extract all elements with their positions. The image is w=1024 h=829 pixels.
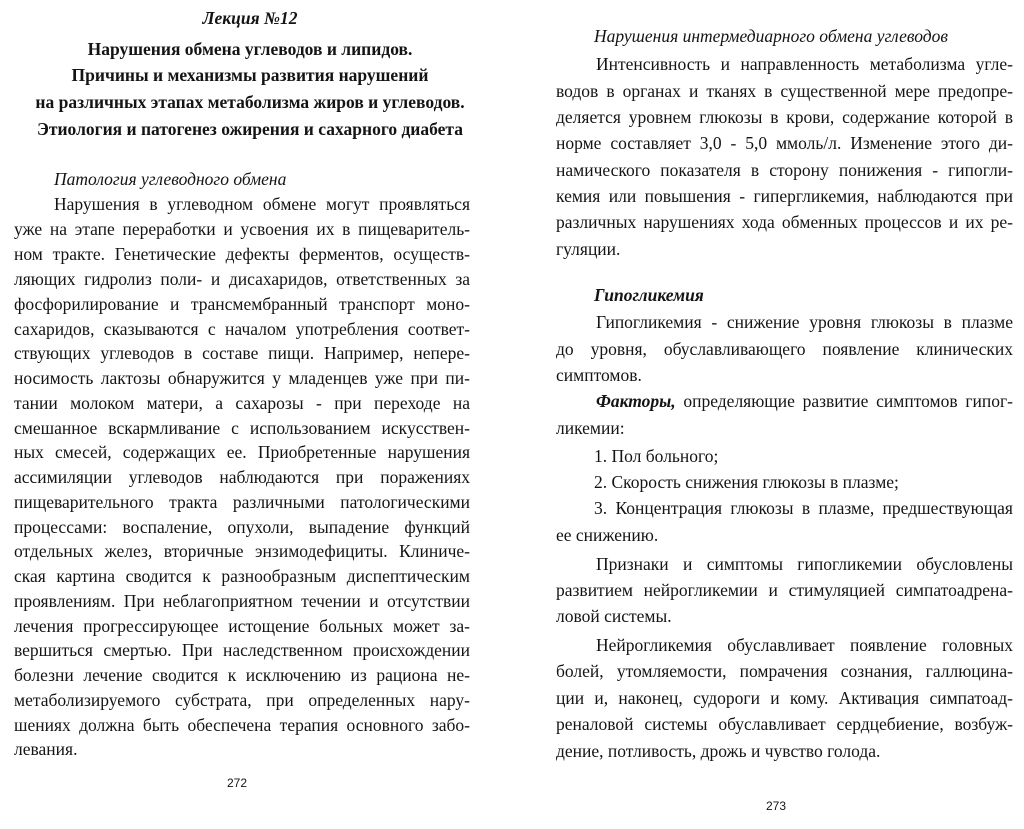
lecture-heading-line: на различных этапах метаболизма жиров и углеводов. — [35, 92, 465, 112]
section-title: Нарушения интермедиарного обмена углеводов — [594, 26, 948, 46]
body-line: до уровня, обуславливающего появление клинических — [556, 339, 1013, 359]
body-line: процессами: воспаление, опухоли, выпадение функций — [14, 517, 470, 537]
body-line: носимость лактозы обнаружится у младенцев уже при пи- — [14, 368, 470, 388]
body-line: смешанное вскармливание с использованием искусствен- — [14, 418, 470, 438]
factors-term: Факторы, — [596, 391, 676, 411]
body-line: Гипогликемия - снижение уровня глюкозы в плазме — [596, 312, 1013, 332]
right-page — [536, 0, 1024, 829]
body-line: отдельных желез, вторичные энзимодефициты. Клиниче- — [14, 541, 470, 561]
body-line: вершиться смертью. При наследственном происхождении — [14, 640, 470, 660]
body-line: Интенсивность и направленность метаболизма угле- — [596, 54, 1013, 74]
body-line: норме составляет 3,0 - 5,0 ммоль/л. Изменение этого ди- — [556, 133, 1013, 153]
body-line: ее снижению. — [556, 525, 659, 545]
body-line: ликемии: — [556, 418, 625, 438]
body-line: ловой системы. — [556, 606, 672, 626]
body-line: Нейрогликемия обуславливает появление головных — [596, 635, 1013, 655]
body-line: Нарушения в углеводном обмене могут проявляться — [54, 194, 470, 214]
body-line: болезни лечение сводится к исключению из рациона не- — [14, 665, 470, 685]
lecture-heading-line: Причины и механизмы развития нарушений — [71, 65, 429, 85]
factors-text: определяющие развитие симптомов гипог- — [675, 391, 1013, 411]
body-line: дение, потливость, дрожь и чувство голода. — [556, 741, 881, 761]
body-line: ствующих углеводов в составе пищи. Например, непере- — [14, 343, 470, 363]
body-line: ции и, наконец, судороги и кому. Активация симпатоад- — [556, 688, 1013, 708]
body-line: ных смесей, содержащих ее. Приобретенные нарушения — [14, 442, 470, 462]
body-line: болей, утомляемости, помрачения сознания, галлюцина- — [556, 661, 1013, 681]
body-line: шениях должна быть обеспечена терапия основного забо- — [14, 715, 470, 735]
body-line: Признаки и симптомы гипогликемии обусловлены — [596, 554, 1013, 574]
body-line: фосфорилирование и трансмембранный транспорт моно- — [14, 294, 470, 314]
body-line: метаболизируемого субстрата, при определенных нару- — [14, 690, 470, 710]
body-line: водов в органах и тканях в существенной мере предопре- — [556, 81, 1013, 101]
factors-line — [556, 390, 1013, 412]
body-line: различных нарушениях хода обменных процессов и их ре- — [556, 212, 1013, 232]
left-page — [0, 0, 500, 829]
lecture-heading-line: Нарушения обмена углеводов и липидов. — [87, 39, 413, 59]
body-line: ская картина сводится к разнообразным диспептическим — [14, 566, 470, 586]
body-line: тании молоком матери, а сахарозы - при переходе на — [14, 393, 470, 413]
lecture-number: Лекция №12 — [202, 8, 298, 28]
body-line: пищеварительного тракта различными патологическими — [14, 492, 470, 512]
body-line: кемия или повышения - гипергликемия, наблюдаются при — [556, 186, 1013, 206]
body-line: уже на этапе переработки и усвоения их в пищеваритель- — [14, 219, 470, 239]
body-line: гуляции. — [556, 239, 621, 259]
body-line: левания. — [14, 739, 78, 759]
body-line: лечения прогрессирующее истощение больных может за- — [14, 616, 470, 636]
page-number: 273 — [766, 799, 787, 813]
body-line: симптомов. — [556, 365, 642, 385]
list-item: 2. Скорость снижения глюкозы в плазме; — [594, 472, 899, 492]
body-line: ассимиляции углеводов наблюдаются при поражениях — [14, 467, 470, 487]
body-line: намического показателя в сторону понижения - гипогли- — [556, 160, 1013, 180]
list-item: 1. Пол больного; — [594, 446, 719, 466]
lecture-heading-line: Этиология и патогенез ожирения и сахарного диабета — [37, 119, 463, 139]
body-line: проявлениям. При неблагоприятном течении и отсутствии — [14, 591, 470, 611]
body-line: сахаридов, сказываются с началом употребления соответ- — [14, 319, 470, 339]
body-line: развитием нейрогликемии и стимуляцией симпатоадрена- — [556, 580, 1013, 600]
body-line: ном тракте. Генетические дефекты ферментов, осуществ- — [14, 244, 470, 264]
section-title: Гипогликемия — [594, 285, 704, 305]
section-title: Патология углеводного обмена — [54, 169, 287, 189]
body-line: реналовой системы обуславливает сердцебиение, возбуж- — [556, 714, 1013, 734]
list-item: 3. Концентрация глюкозы в плазме, предшествующая — [594, 498, 1013, 518]
body-line: ляющих гидролиз поли- и дисахаридов, ответственных за — [14, 269, 470, 289]
body-line: деляется уровнем глюкозы в крови, содержание которой в — [556, 107, 1013, 127]
page-number: 272 — [227, 776, 248, 790]
